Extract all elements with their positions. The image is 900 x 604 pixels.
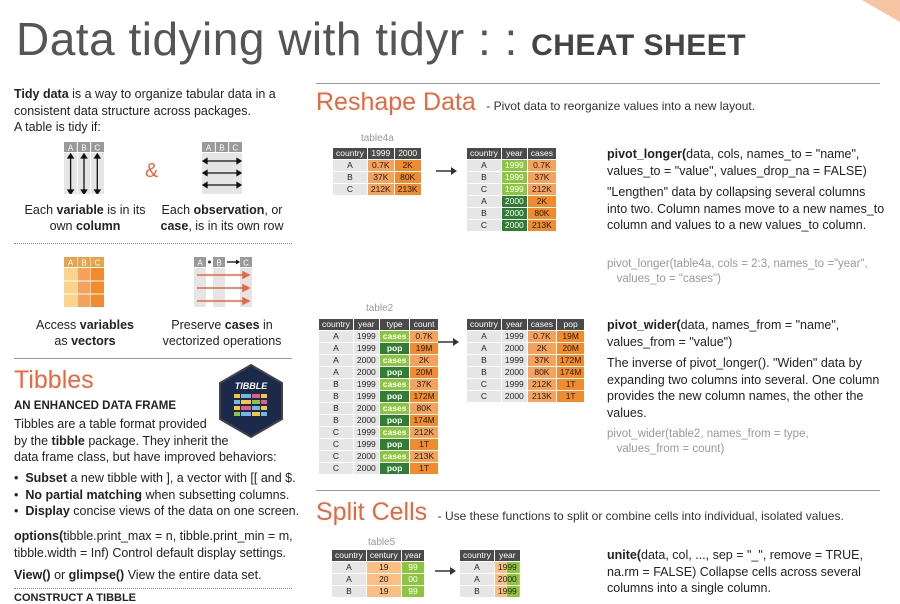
table-row	[319, 331, 439, 343]
table-row	[319, 379, 439, 391]
abc-label-c: C	[94, 143, 101, 153]
table-row: A 0.7K 2K	[333, 160, 422, 172]
table-row	[319, 343, 439, 355]
table-row	[319, 403, 439, 415]
reshape-header	[316, 88, 755, 117]
table-row	[319, 367, 439, 379]
table-cell: pop	[379, 343, 410, 355]
divider	[14, 243, 292, 244]
table-cell: 2000	[353, 451, 379, 463]
table-cell: pop	[379, 367, 410, 379]
table-row	[319, 439, 439, 451]
table-cell: A	[319, 367, 354, 379]
table-row: A 19 99	[332, 562, 425, 574]
table-row	[319, 415, 439, 427]
vectors-icon	[64, 257, 104, 307]
table-row: C 212K 213K	[333, 184, 422, 196]
table-cell: A	[319, 355, 354, 367]
abc-label-a: A	[67, 143, 74, 153]
title-cheat-sheet: CHEAT SHEET	[531, 29, 747, 62]
hex-label: TIBBLE	[234, 381, 268, 391]
table-cell: 174M	[410, 415, 438, 427]
split-heading: Split Cells	[316, 498, 428, 526]
pivot-longer-example: pivot_longer(table4a, cols = 2:3, names_to ="year", values_to = "cases")	[607, 258, 868, 285]
ampersand: &	[145, 160, 159, 182]
tidy-intro-line2: A table is tidy if:	[14, 120, 101, 134]
table-cell: cases	[379, 451, 410, 463]
abc-label-b: B	[81, 143, 87, 153]
title-main: Data tidying with tidyr : :	[16, 13, 532, 65]
svg-text:B: B	[216, 258, 222, 268]
table-cell: A	[319, 331, 354, 343]
corner-decoration	[840, 0, 900, 22]
table-row	[319, 451, 439, 463]
table-cell: pop	[379, 391, 410, 403]
table-cell: 1999	[353, 331, 379, 343]
construct-heading: CONSTRUCT A TIBBLE	[14, 592, 137, 604]
unite-signature: unite(data, col, ..., sep = "_", remove = TRUE, na.rm = FALSE) Collapse cells across several columns into a single column.	[607, 548, 863, 595]
table-row: C 2000 213K 1T	[467, 391, 585, 403]
table-row: A 1999 0.7K	[467, 160, 557, 172]
tidy-intro-bold: Tidy data	[14, 87, 69, 101]
svg-text:A: A	[197, 258, 203, 268]
table-row: C 2000 213K	[467, 220, 557, 232]
pivot-wider-signature: pivot_wider(data, names_from = "name", values_from = "value")	[607, 318, 840, 349]
tibbles-subheading: AN ENHANCED DATA FRAME	[14, 400, 177, 412]
table2: country year type count A 1999 cases 0.7K A 1999 pop 19M A 2000 cases 2K A 2000 pop 20M B 1999 cases 37K B 1999 pop 172M B 2000 cases 80K B 2000 pop 174M C 1999 cases 212K C 1999 pop 1T C 2000 cases 213K C 2000 pop 1T	[318, 318, 439, 475]
pivot-wider-desc: The inverse of pivot_longer(). "Widen" data by expanding two columns into several. One column provides the new column names, the other the values.	[607, 356, 880, 420]
table-row: A 2000	[460, 574, 521, 586]
caption-access-variables: Access variables as vectors	[36, 318, 134, 348]
table-cell: 37K	[410, 379, 438, 391]
list-item: • No partial matching when subsetting columns.	[14, 487, 290, 502]
table4a: country 1999 2000 A 0.7K 2K B 37K 80K C 212K 213K	[332, 147, 422, 196]
divider	[14, 588, 292, 589]
section-divider	[316, 83, 880, 84]
table-cell: C	[319, 439, 354, 451]
table-cell: 2K	[410, 355, 438, 367]
table-cell: C	[319, 463, 354, 475]
table-cell: B	[319, 391, 354, 403]
table-cell: 1T	[410, 463, 438, 475]
table-cell: cases	[379, 355, 410, 367]
table-row: A 1999	[460, 562, 521, 574]
table-cell: 20M	[410, 367, 438, 379]
table-cell: 1999	[353, 391, 379, 403]
section-divider	[316, 490, 880, 491]
tibbles-heading: Tibbles	[14, 366, 94, 394]
table-cell: 1999	[353, 343, 379, 355]
caption-observation-row: Each observation, or case, is in its own row	[160, 203, 284, 233]
table-row: B 2000 80K	[467, 208, 557, 220]
table-row: C 1999 212K 1T	[467, 379, 585, 391]
table-cell: cases	[379, 427, 410, 439]
section-divider	[14, 358, 292, 359]
table-row: B 37K 80K	[333, 172, 422, 184]
table-row: C 1999 212K	[467, 184, 557, 196]
list-item: • Display concise views of the data on one screen.	[14, 504, 300, 518]
table-cell: B	[319, 379, 354, 391]
tibbles-view: View() or glimpse() View the entire data set.	[14, 568, 262, 582]
caption-variable-column: Each variable is in its own column	[24, 203, 146, 233]
arrow-right-icon	[435, 565, 457, 577]
table-row: B 1999	[460, 586, 521, 598]
pivot-wider-example: pivot_wider(table2, names_from = type, values_from = count)	[607, 428, 809, 455]
arrow-right-icon	[436, 165, 458, 177]
table4a-label: table4a	[361, 133, 394, 144]
svg-text:B: B	[219, 143, 225, 153]
reshape-heading: Reshape Data	[316, 88, 476, 116]
table-row: A 1999 0.7K 19M	[467, 331, 585, 343]
split-desc: - Use these functions to split or combine cells into individual, isolated values.	[437, 509, 844, 523]
table-cell: 212K	[410, 427, 438, 439]
table-cell: B	[319, 403, 354, 415]
svg-text:C: C	[243, 258, 249, 268]
table-cell: 213K	[410, 451, 438, 463]
table-cell: 2000	[353, 367, 379, 379]
table-cell: cases	[379, 331, 410, 343]
table-cell: 80K	[410, 403, 438, 415]
arrow-right-icon	[438, 336, 460, 348]
table2-label: table2	[366, 303, 394, 314]
page-title	[16, 12, 746, 66]
table-row: A 20 00	[332, 574, 425, 586]
reshape-desc: - Pivot data to reorganize values into a new layout.	[486, 99, 756, 113]
table-row	[319, 355, 439, 367]
split-header	[316, 498, 844, 527]
svg-text:A: A	[67, 258, 74, 268]
table-cell: pop	[379, 439, 410, 451]
table-row: A 2000 2K	[467, 196, 557, 208]
table-cell: 1999	[353, 439, 379, 451]
wider-output-table: country year cases pop A 1999 0.7K 19M A 2000 2K 20M B 1999 37K 172M B 2000 80K 174M C 1999 212K 1T C 2000 213K 1T	[466, 318, 585, 403]
longer-output-table: country year cases A 1999 0.7K B 1999 37K C 1999 212K A 2000 2K B 2000 80K C 2000 213K	[466, 147, 557, 232]
table-cell: 1999	[353, 427, 379, 439]
table-row: B 1999 37K 172M	[467, 355, 585, 367]
table-cell: 19M	[410, 343, 438, 355]
table-cell: cases	[379, 403, 410, 415]
svg-text:C: C	[94, 258, 101, 268]
table-row: B 19 99	[332, 586, 425, 598]
tibbles-options: options(tibble.print_max = n, tibble.print_min = m, tibble.width = Inf) Control default display settings.	[14, 529, 293, 560]
table-cell: 2000	[353, 355, 379, 367]
table5-label: table5	[368, 537, 396, 548]
svg-text:B: B	[81, 258, 87, 268]
table-cell: 1999	[353, 379, 379, 391]
tidy-columns-icon	[64, 142, 104, 194]
table-cell: pop	[379, 415, 410, 427]
table-row: A 2000 2K 20M	[467, 343, 585, 355]
table-cell: 1T	[410, 439, 438, 451]
table-row	[319, 463, 439, 475]
table5: country century year A 19 99 A 20 00 B 19 99	[331, 549, 425, 598]
unite-output-table: country year A 1999 A 2000 B 1999	[459, 549, 521, 598]
caption-preserve-cases: Preserve cases in vectorized operations	[162, 318, 282, 348]
pivot-longer-desc: "Lengthen" data by collapsing several columns into two. Column names move to a new names_to column and values to a new values_to column.	[607, 185, 885, 232]
table-cell: A	[319, 343, 354, 355]
cases-icon	[194, 257, 252, 307]
tibbles-bullets	[14, 470, 304, 520]
table-cell: 172M	[410, 391, 438, 403]
tidy-rows-icon	[202, 142, 242, 194]
svg-text:C: C	[232, 143, 239, 153]
list-item: • Subset a new tibble with ], a vector with [[ and $.	[14, 471, 296, 485]
pivot-longer-signature: pivot_longer(data, cols, names_to = "name", values_to = "value", values_drop_na = FALSE)	[607, 147, 867, 178]
table-cell: 0.7K	[410, 331, 438, 343]
table-cell: B	[319, 415, 354, 427]
tidy-intro: Tidy data is a way to organize tabular data in a consistent data structure across packages. A table is tidy if:	[14, 87, 276, 134]
table-row: B 1999 37K	[467, 172, 557, 184]
table-cell: 2000	[353, 415, 379, 427]
table-row	[319, 391, 439, 403]
svg-text:A: A	[205, 143, 212, 153]
table-cell: pop	[379, 463, 410, 475]
table-row	[319, 427, 439, 439]
table-cell: C	[319, 427, 354, 439]
table-cell: 2000	[353, 463, 379, 475]
table-cell: cases	[379, 379, 410, 391]
table-row: B 2000 80K 174M	[467, 367, 585, 379]
table-cell: C	[319, 451, 354, 463]
tibbles-desc: Tibbles are a table format provided by the tibble package. They inherit the data frame class, but have improved behaviors:	[14, 417, 277, 464]
table-cell: 2000	[353, 403, 379, 415]
